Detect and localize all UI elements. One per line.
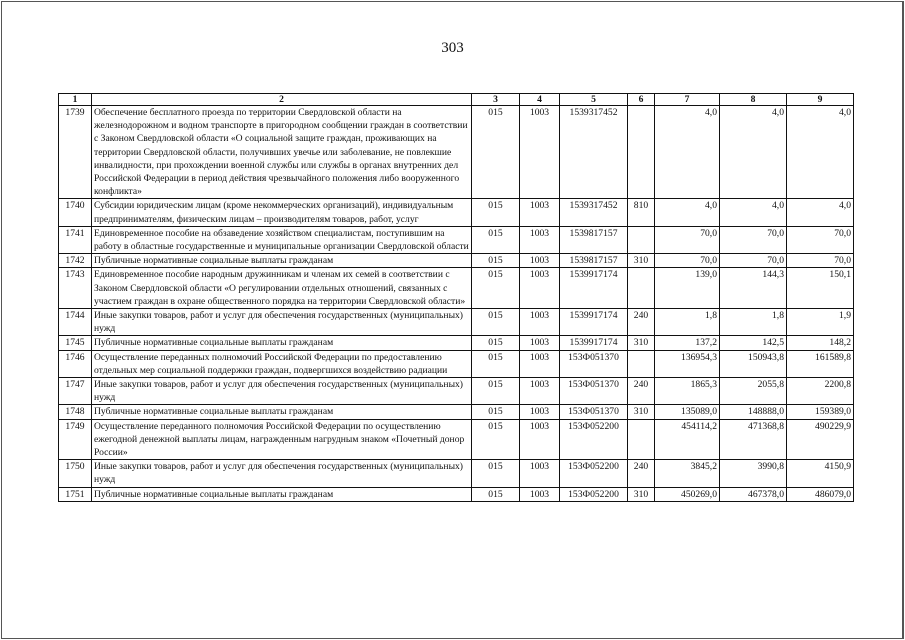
- row-section-code: 1003: [520, 419, 560, 460]
- row-number: 1742: [59, 254, 92, 268]
- row-value-8: 471368,8: [720, 419, 787, 460]
- row-ministry-code: 015: [472, 199, 520, 226]
- row-expense-type: 810: [628, 199, 655, 226]
- row-section-code: 1003: [520, 405, 560, 419]
- row-target-code: 1539817157: [560, 254, 628, 268]
- row-value-7: 70,0: [655, 254, 720, 268]
- table-row: [59, 336, 854, 350]
- row-expense-type: 240: [628, 460, 655, 487]
- row-target-code: 153Ф052200: [560, 460, 628, 487]
- row-expense-type: 240: [628, 378, 655, 405]
- row-ministry-code: 015: [472, 336, 520, 350]
- row-number: 1743: [59, 268, 92, 309]
- row-value-9: 4,0: [787, 199, 854, 226]
- header-cell: 7: [655, 94, 720, 106]
- row-value-8: 150943,8: [720, 350, 787, 377]
- row-name: Иные закупки товаров, работ и услуг для обеспечения государственных (муниципальных) нужд: [92, 309, 472, 336]
- page-number: 303: [441, 40, 464, 56]
- row-value-8: 2055,8: [720, 378, 787, 405]
- row-target-code: 153Ф052200: [560, 419, 628, 460]
- row-ministry-code: 015: [472, 106, 520, 199]
- table-row: [59, 419, 854, 460]
- row-number: 1747: [59, 378, 92, 405]
- row-value-9: 4150,9: [787, 460, 854, 487]
- row-target-code: 1539317452: [560, 106, 628, 199]
- row-target-code: 153Ф051370: [560, 378, 628, 405]
- row-ministry-code: 015: [472, 268, 520, 309]
- row-number: 1745: [59, 336, 92, 350]
- row-value-8: 70,0: [720, 226, 787, 253]
- row-expense-type: 310: [628, 487, 655, 501]
- row-value-7: 135089,0: [655, 405, 720, 419]
- row-ministry-code: 015: [472, 378, 520, 405]
- row-section-code: 1003: [520, 106, 560, 199]
- row-value-9: 486079,0: [787, 487, 854, 501]
- row-target-code: 1539317452: [560, 199, 628, 226]
- row-section-code: 1003: [520, 336, 560, 350]
- row-value-8: 4,0: [720, 199, 787, 226]
- header-cell: 6: [628, 94, 655, 106]
- row-value-8: 4,0: [720, 106, 787, 199]
- row-name: Осуществление переданных полномочий Российской Федерации по предоставлению отдельных мер социальной поддержки граждан, подвергшихся воздействию радиации: [92, 350, 472, 377]
- row-expense-type: [628, 268, 655, 309]
- row-value-7: 4,0: [655, 199, 720, 226]
- row-value-9: 159389,0: [787, 405, 854, 419]
- row-section-code: 1003: [520, 309, 560, 336]
- row-value-7: 139,0: [655, 268, 720, 309]
- row-expense-type: 310: [628, 405, 655, 419]
- row-number: 1746: [59, 350, 92, 377]
- row-value-7: 1865,3: [655, 378, 720, 405]
- row-expense-type: 240: [628, 309, 655, 336]
- header-cell: 2: [92, 94, 472, 106]
- table-row: [59, 378, 854, 405]
- row-value-8: 1,8: [720, 309, 787, 336]
- row-value-8: 3990,8: [720, 460, 787, 487]
- row-value-9: 1,9: [787, 309, 854, 336]
- row-number: 1751: [59, 487, 92, 501]
- row-ministry-code: 015: [472, 350, 520, 377]
- row-ministry-code: 015: [472, 419, 520, 460]
- row-number: 1748: [59, 405, 92, 419]
- row-name: Иные закупки товаров, работ и услуг для обеспечения государственных (муниципальных) нужд: [92, 460, 472, 487]
- table-row: [59, 199, 854, 226]
- row-value-7: 137,2: [655, 336, 720, 350]
- row-target-code: 153Ф052200: [560, 487, 628, 501]
- header-cell: 8: [720, 94, 787, 106]
- row-ministry-code: 015: [472, 405, 520, 419]
- row-ministry-code: 015: [472, 226, 520, 253]
- row-value-9: 70,0: [787, 254, 854, 268]
- table-row: [59, 309, 854, 336]
- row-value-8: 144,3: [720, 268, 787, 309]
- row-ministry-code: 015: [472, 309, 520, 336]
- header-row: [59, 94, 854, 106]
- table-row: [59, 405, 854, 419]
- row-value-8: 148888,0: [720, 405, 787, 419]
- row-value-8: 142,5: [720, 336, 787, 350]
- row-name: Осуществление переданного полномочия Российской Федерации по осуществлению ежегодной денежной выплаты лицам, награжденным нагрудным знаком «Почетный донор России»: [92, 419, 472, 460]
- row-value-7: 1,8: [655, 309, 720, 336]
- table-row: [59, 106, 854, 199]
- row-value-7: 136954,3: [655, 350, 720, 377]
- row-number: 1750: [59, 460, 92, 487]
- row-value-9: 490229,9: [787, 419, 854, 460]
- row-target-code: 153Ф051370: [560, 350, 628, 377]
- row-name: Единовременное пособие на обзаведение хозяйством специалистам, поступившим на работу в областные государственные и муниципальные организации Свердловской области: [92, 226, 472, 253]
- row-ministry-code: 015: [472, 460, 520, 487]
- row-name: Публичные нормативные социальные выплаты гражданам: [92, 336, 472, 350]
- row-value-9: 4,0: [787, 106, 854, 199]
- table-row: [59, 460, 854, 487]
- row-value-7: 450269,0: [655, 487, 720, 501]
- header-cell: 5: [560, 94, 628, 106]
- table-row: [59, 254, 854, 268]
- row-value-9: 2200,8: [787, 378, 854, 405]
- row-value-7: 454114,2: [655, 419, 720, 460]
- row-name: Субсидии юридическим лицам (кроме некоммерческих организаций), индивидуальным предпринимателям, физическим лицам – производителям товаров, работ, услуг: [92, 199, 472, 226]
- row-value-7: 3845,2: [655, 460, 720, 487]
- row-target-code: 1539817157: [560, 226, 628, 253]
- row-value-9: 150,1: [787, 268, 854, 309]
- row-section-code: 1003: [520, 268, 560, 309]
- row-section-code: 1003: [520, 487, 560, 501]
- row-number: 1744: [59, 309, 92, 336]
- row-number: 1740: [59, 199, 92, 226]
- row-name: Иные закупки товаров, работ и услуг для обеспечения государственных (муниципальных) нужд: [92, 378, 472, 405]
- header-cell: 9: [787, 94, 854, 106]
- table-row: [59, 226, 854, 253]
- header-cell: 1: [59, 94, 92, 106]
- row-value-7: 4,0: [655, 106, 720, 199]
- table-row: [59, 487, 854, 501]
- row-section-code: 1003: [520, 226, 560, 253]
- row-number: 1749: [59, 419, 92, 460]
- row-value-9: 148,2: [787, 336, 854, 350]
- header-cell: 3: [472, 94, 520, 106]
- row-target-code: 1539917174: [560, 309, 628, 336]
- row-name: Публичные нормативные социальные выплаты гражданам: [92, 487, 472, 501]
- row-expense-type: 310: [628, 254, 655, 268]
- row-name: Публичные нормативные социальные выплаты гражданам: [92, 254, 472, 268]
- row-section-code: 1003: [520, 350, 560, 377]
- row-value-7: 70,0: [655, 226, 720, 253]
- row-number: 1741: [59, 226, 92, 253]
- row-name: Единовременное пособие народным дружинникам и членам их семей в соответствии с Законом Свердловской области «О регулировании отдельных отношений, связанных с участием граждан в охране общественного порядка на территории Свердловской области»: [92, 268, 472, 309]
- row-expense-type: [628, 226, 655, 253]
- row-ministry-code: 015: [472, 487, 520, 501]
- table-row: [59, 268, 854, 309]
- row-expense-type: [628, 106, 655, 199]
- header-cell: 4: [520, 94, 560, 106]
- row-section-code: 1003: [520, 199, 560, 226]
- row-expense-type: [628, 350, 655, 377]
- budget-table: [58, 93, 854, 502]
- row-expense-type: [628, 419, 655, 460]
- row-section-code: 1003: [520, 378, 560, 405]
- row-target-code: 1539917174: [560, 268, 628, 309]
- row-expense-type: 310: [628, 336, 655, 350]
- row-section-code: 1003: [520, 254, 560, 268]
- row-value-9: 161589,8: [787, 350, 854, 377]
- row-section-code: 1003: [520, 460, 560, 487]
- row-value-8: 467378,0: [720, 487, 787, 501]
- row-target-code: 1539917174: [560, 336, 628, 350]
- row-name: Обеспечение бесплатного проезда по территории Свердловской области на железнодорожном и водном транспорте в пригородном сообщении граждан в соответствии с Законом Свердловской области «О социальной защите граждан, проживающих на территории Свердловской области, получивших увечье или заболевание, не повлекшие инвалидности, при прохождении военной службы или службы в органах внутренних дел Российской Федерации в период действия чрезвычайного положения либо вооруженного конфликта»: [92, 106, 472, 199]
- row-name: Публичные нормативные социальные выплаты гражданам: [92, 405, 472, 419]
- row-ministry-code: 015: [472, 254, 520, 268]
- table-row: [59, 350, 854, 377]
- row-value-8: 70,0: [720, 254, 787, 268]
- row-number: 1739: [59, 106, 92, 199]
- row-target-code: 153Ф051370: [560, 405, 628, 419]
- row-value-9: 70,0: [787, 226, 854, 253]
